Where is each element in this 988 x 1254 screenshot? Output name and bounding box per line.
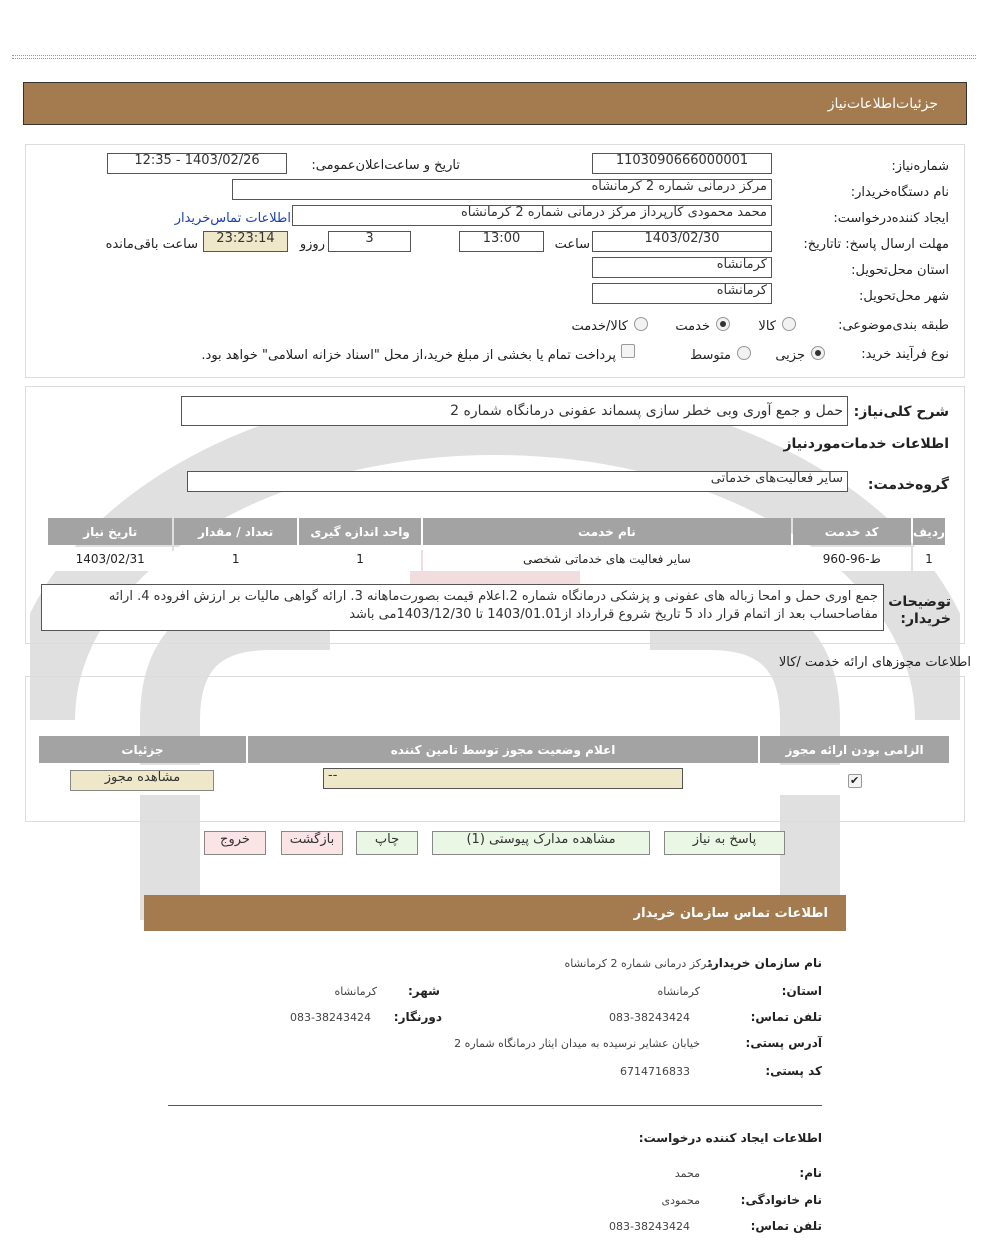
org-label: نام سازمان خریدار:	[707, 956, 822, 970]
view-permit-button[interactable]: مشاهده مجوز	[70, 770, 214, 791]
col-qty: تعداد / مقدار	[174, 518, 296, 545]
requester-phone-label: تلفن تماس:	[750, 1219, 822, 1233]
services-table-header	[48, 518, 945, 545]
days-label: روزو	[299, 237, 325, 252]
deadline-hour-label: ساعت	[554, 237, 590, 252]
col-required: الزامی بودن ارائه مجوز	[760, 736, 949, 763]
service-group-label: گروه‌خدمت:	[867, 477, 949, 493]
col-details: جزئیات	[39, 736, 246, 763]
creator-label: ایجاد کننده‌درخواست:	[833, 211, 949, 226]
remaining-days-field: 3	[328, 231, 411, 252]
summary-label: شرح کلی‌نیاز:	[853, 404, 949, 420]
contact-title: اطلاعات تماس سازمان خریدار	[633, 906, 828, 921]
buyer-notes-label: توضیحات خریدار:	[888, 594, 951, 627]
requester-title: اطلاعات ایجاد کننده درخواست:	[638, 1131, 822, 1145]
province-field: کرمانشاه	[592, 257, 772, 278]
address-value: خیابان عشایر نرسیده به میدان ایثار درمانگاه شماره 2	[454, 1037, 700, 1050]
services-title: اطلاعات خدمات‌مورد‌نیاز	[783, 436, 949, 452]
contact-phone-label: تلفن تماس:	[750, 1010, 822, 1024]
remaining-label: ساعت باقی‌مانده	[105, 237, 198, 252]
back-button[interactable]: بازگشت	[281, 831, 343, 855]
treasury-payment-note: پرداخت تمام یا بخشی از مبلغ خرید،از محل "اسناد خزانه اسلامی" خواهد بود.	[201, 348, 616, 363]
category-label: طبقه بندی‌موضوعی:	[838, 318, 949, 333]
permit-required-checkbox: ✔	[848, 774, 862, 788]
buyer-contact-link[interactable]: اطلاعات تماس‌خریدار	[174, 211, 291, 226]
creator-field: محمد محمودی کارپرداز مرکز درمانی شماره 2 کرمانشاه	[292, 205, 772, 226]
cell-qty: 1	[174, 547, 296, 571]
category-goods-radio[interactable]	[782, 317, 796, 331]
contact-phone-value: 083-38243424	[609, 1011, 690, 1024]
print-button[interactable]: چاپ	[356, 831, 418, 855]
category-both-label: کالا/خدمت	[571, 319, 628, 334]
col-name: نام خدمت	[423, 518, 790, 545]
category-goods-label: کالا	[758, 319, 776, 334]
process-minor-radio[interactable]	[811, 346, 825, 360]
deadline-date-field: 1403/02/30	[592, 231, 772, 252]
city-label: شهر محل‌تحویل:	[859, 289, 949, 304]
col-date: تاریخ نیاز	[48, 518, 172, 545]
contact-city-label: شهر:	[408, 984, 440, 998]
need-number-field: 1103090666000001	[592, 153, 772, 174]
category-service-radio[interactable]	[716, 317, 730, 331]
table-row	[39, 765, 949, 795]
services-table	[46, 516, 947, 573]
category-service-label: خدمت	[675, 319, 710, 334]
permits-table	[37, 734, 951, 797]
city-field: کرمانشاه	[592, 283, 772, 304]
page-header	[23, 82, 967, 125]
permits-table-header	[39, 736, 949, 763]
requester-last-label: نام خانوادگی:	[740, 1193, 822, 1207]
col-row: ردیف	[913, 518, 945, 545]
contact-fax-label: دورنگار:	[393, 1010, 442, 1024]
process-medium-radio[interactable]	[737, 346, 751, 360]
permits-title: اطلاعات مجوزهای ارائه خدمت /کالا	[778, 655, 971, 670]
cell-unit: 1	[299, 547, 421, 571]
buyer-notes-field: جمع اوری حمل و امحا زباله های عفونی و پزشکی درمانگاه شماره 2.اعلام قیمت بصورت‌ماهانه 3. ارائه گواهی مالیات بر ارزش افروده 4. ارائه مفاصاحساب بعد از اتمام قرار داد 5 تاریخ شروع قرارداد از1403/01.01 تا 1403/12/30می باشد	[41, 584, 884, 631]
deadline-label: مهلت ارسال پاسخ: تاتاریخ:	[803, 237, 949, 252]
announce-field: 1403/02/26 - 12:35	[107, 153, 287, 174]
contact-city-value: کرمانشاه	[334, 985, 377, 998]
cell-row: 1	[913, 547, 945, 571]
org-value: مرکز درمانی شماره 2 کرمانشاه	[564, 957, 713, 970]
contact-header	[144, 895, 846, 931]
buyer-label: نام دستگاه‌خریدار:	[850, 185, 949, 200]
cell-code: ط-96-960	[793, 547, 911, 571]
service-group-field: سایر فعالیت‌های خدماتی	[187, 471, 848, 492]
col-code: کد خدمت	[793, 518, 911, 545]
process-label: نوع فرآیند خرید:	[861, 347, 949, 362]
exit-button[interactable]: خروج	[204, 831, 266, 855]
contact-province-label: استان:	[781, 984, 822, 998]
top-divider	[12, 55, 976, 59]
reply-button[interactable]: پاسخ به نیاز	[664, 831, 785, 855]
page-title: جزئیات‌اطلاعات‌نیاز	[827, 96, 938, 112]
contact-fax-value: 083-38243424	[290, 1011, 371, 1024]
need-number-label: شماره‌نیاز:	[891, 159, 949, 174]
requester-first-label: نام:	[799, 1166, 822, 1180]
category-both-radio[interactable]	[634, 317, 648, 331]
col-unit: واحد اندازه گیری	[299, 518, 421, 545]
cell-required	[760, 765, 949, 795]
process-minor-label: جزیی	[775, 348, 805, 363]
buyer-field: مرکز درمانی شماره 2 کرمانشاه	[232, 179, 772, 200]
requester-phone-value: 083-38243424	[609, 1220, 690, 1233]
cell-date: 1403/02/31	[48, 547, 172, 571]
table-row	[48, 547, 945, 571]
deadline-time-field: 13:00	[459, 231, 544, 252]
summary-field: حمل و جمع آوری وبی خطر سازی پسماند عفونی درمانگاه شماره 2	[181, 396, 848, 426]
requester-first-value: محمد	[674, 1167, 700, 1180]
cell-details	[39, 765, 246, 795]
attachments-button[interactable]: مشاهده مدارک پیوستی (1)	[432, 831, 650, 855]
address-label: آدرس پستی:	[745, 1036, 822, 1050]
treasury-payment-checkbox[interactable]	[621, 344, 635, 358]
cell-name: سایر فعالیت های خدماتی شخصی	[423, 547, 790, 571]
cell-status	[248, 765, 758, 795]
contact-province-value: کرمانشاه	[657, 985, 700, 998]
remaining-time-field: 23:23:14	[203, 231, 288, 252]
province-label: استان محل‌تحویل:	[851, 263, 949, 278]
col-status: اعلام وضعیت مجوز توسط تامین کننده	[248, 736, 758, 763]
process-medium-label: متوسط	[690, 348, 731, 363]
contact-divider	[168, 1105, 822, 1106]
postal-label: کد پستی:	[765, 1064, 822, 1078]
permit-status-field[interactable]: --	[323, 768, 683, 789]
announce-label: تاریخ و ساعت‌اعلان‌عمومی:	[311, 158, 460, 173]
postal-value: 6714716833	[620, 1065, 690, 1078]
requester-last-value: محمودی	[661, 1194, 700, 1207]
